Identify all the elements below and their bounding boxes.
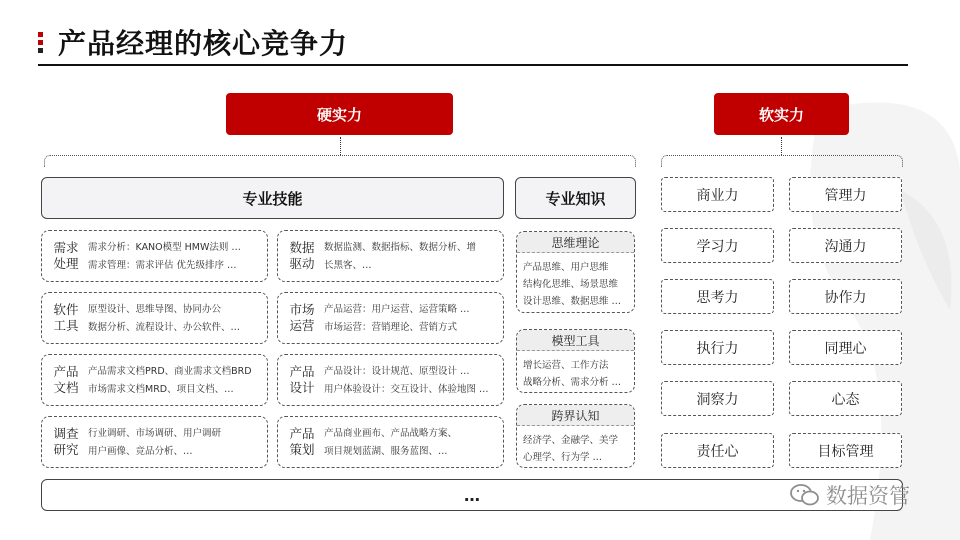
soft-skill-learning: 学习力 — [661, 228, 774, 263]
skill-line: 用户体验设计：交互设计、体验地图 … — [324, 384, 489, 395]
skill-card-product-planning — [277, 416, 504, 468]
knowledge-line: 设计思维、数据思维 … — [523, 296, 622, 307]
soft-skill-responsibility: 责任心 — [661, 433, 774, 468]
soft-skill-business: 商业力 — [661, 177, 774, 212]
knowledge-card-cross-domain — [516, 404, 635, 468]
more-box: … — [41, 479, 903, 511]
watermark — [790, 480, 910, 510]
skill-line: 市场需求文档MRD、项目文档、… — [88, 384, 234, 395]
skill-line: 长黑客、… — [324, 260, 372, 271]
soft-power-brace — [661, 155, 903, 167]
knowledge-card-title: 跨界认知 — [517, 405, 634, 426]
skill-label: 产品策划 — [289, 426, 315, 457]
hard-power-pill: 硬实力 — [226, 93, 453, 135]
soft-skill-goal-management: 目标管理 — [789, 433, 902, 468]
skill-label: 产品设计 — [289, 364, 315, 395]
skill-card-software-tools — [41, 292, 268, 344]
hard-power-connector — [340, 137, 341, 155]
skill-line: 原型设计、思维导图、协同办公 — [88, 304, 222, 315]
knowledge-line: 增长运营、工作方法 — [523, 360, 609, 371]
skill-line: 用户画像、竞品分析、… — [88, 446, 193, 457]
soft-skill-insight: 洞察力 — [661, 381, 774, 416]
skill-line: 产品商业画布、产品战略方案、 — [324, 428, 458, 439]
skill-line: 数据监测、数据指标、数据分析、增 — [324, 242, 477, 253]
knowledge-line: 心理学、行为学 … — [523, 452, 603, 463]
page-title: 产品经理的核心竞争力 — [58, 27, 349, 60]
skill-label: 软件工具 — [53, 302, 79, 333]
title-divider — [38, 64, 908, 66]
soft-power-connector — [781, 137, 782, 155]
professional-skills-header: 专业技能 — [41, 177, 504, 219]
soft-skill-management: 管理力 — [789, 177, 902, 212]
skill-line: 需求管理：需求评估 优先级排序 … — [88, 260, 237, 271]
skill-line: 产品需求文档PRD、商业需求文档BRD — [88, 366, 252, 377]
professional-knowledge-header: 专业知识 — [515, 177, 636, 219]
skill-card-demand-handling — [41, 230, 268, 282]
knowledge-line: 战略分析、需求分析 … — [523, 377, 622, 388]
knowledge-line: 产品思维、用户思维 — [523, 262, 609, 273]
skill-line: 市场运营：营销理论、营销方式 — [324, 322, 458, 333]
soft-skill-mindset: 心态 — [789, 381, 902, 416]
skill-card-product-docs — [41, 354, 268, 406]
skill-line: 行业调研、市场调研、用户调研 — [88, 428, 222, 439]
skill-label: 需求处理 — [53, 240, 79, 271]
skill-line: 数据分析、流程设计、办公软件、… — [88, 322, 241, 333]
knowledge-card-title: 模型工具 — [517, 330, 634, 351]
soft-skill-communication: 沟通力 — [789, 228, 902, 263]
skill-card-research — [41, 416, 268, 468]
soft-power-pill: 软实力 — [714, 93, 849, 135]
knowledge-line: 结构化思维、场景思维 — [523, 279, 619, 290]
skill-label: 数据驱动 — [289, 240, 315, 271]
watermark-text: 数据资管 — [826, 484, 910, 508]
skill-line: 产品运营：用户运营、运营策略 … — [324, 304, 470, 315]
skill-card-product-design — [277, 354, 504, 406]
skill-card-market-ops — [277, 292, 504, 344]
hard-power-brace — [44, 155, 636, 167]
skill-card-data-driven — [277, 230, 504, 282]
knowledge-card-title: 思维理论 — [517, 232, 634, 253]
knowledge-line: 经济学、金融学、美学 — [523, 435, 619, 446]
title-accent-bar — [38, 32, 46, 54]
skill-line: 产品设计：设计规范、原型设计 … — [324, 366, 470, 377]
soft-skill-empathy: 同理心 — [789, 330, 902, 365]
knowledge-card-model-tools — [516, 329, 635, 393]
knowledge-card-thinking-theory — [516, 231, 635, 313]
skill-line: 项目规划蓝湖、服务蓝图、… — [324, 446, 448, 457]
skill-label: 产品文档 — [53, 364, 79, 395]
soft-skill-collaboration: 协作力 — [789, 279, 902, 314]
skill-label: 调查研究 — [53, 426, 79, 457]
soft-skill-execution: 执行力 — [661, 330, 774, 365]
skill-line: 需求分析：KANO模型 HMW法则 … — [88, 242, 241, 253]
soft-skill-thinking: 思考力 — [661, 279, 774, 314]
skill-label: 市场运营 — [289, 302, 315, 333]
wechat-icon — [790, 483, 820, 507]
